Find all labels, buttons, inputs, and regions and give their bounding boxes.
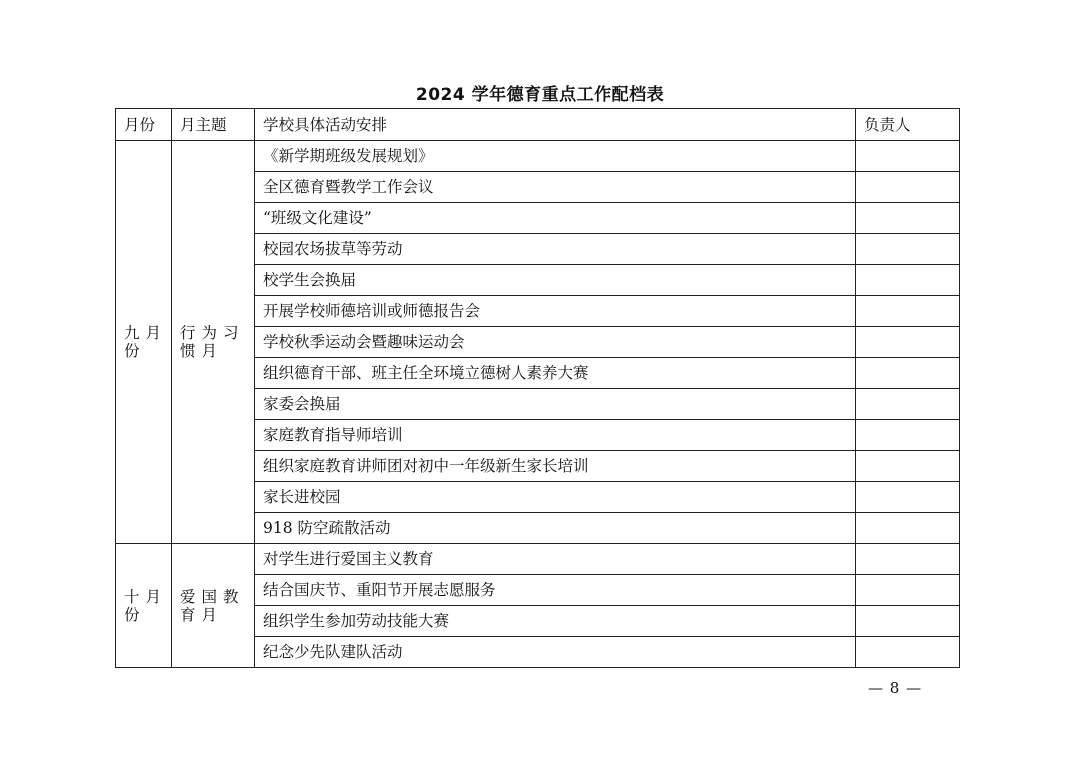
month-label: 九月份 bbox=[124, 324, 168, 360]
owner-cell bbox=[856, 203, 960, 234]
activity-cell: 组织家庭教育讲师团对初中一年级新生家长培训 bbox=[255, 451, 856, 482]
owner-cell bbox=[856, 606, 960, 637]
owner-cell bbox=[856, 482, 960, 513]
header-owner: 负责人 bbox=[856, 109, 960, 141]
owner-cell bbox=[856, 172, 960, 203]
page-number: — 8 — bbox=[868, 679, 923, 697]
activity-cell: 918 防空疏散活动 bbox=[255, 513, 856, 544]
table-header-row bbox=[116, 109, 960, 141]
schedule-table bbox=[115, 108, 960, 668]
header-theme: 月主题 bbox=[172, 109, 255, 141]
activity-cell: 学校秋季运动会暨趣味运动会 bbox=[255, 327, 856, 358]
table-row bbox=[116, 544, 960, 575]
owner-cell bbox=[856, 451, 960, 482]
activity-cell: 全区德育暨教学工作会议 bbox=[255, 172, 856, 203]
owner-cell bbox=[856, 420, 960, 451]
activity-cell: 组织学生参加劳动技能大赛 bbox=[255, 606, 856, 637]
theme-cell bbox=[172, 141, 255, 544]
theme-label: 行为习惯月 bbox=[180, 324, 245, 360]
activity-cell: “班级文化建设” bbox=[255, 203, 856, 234]
table-row bbox=[116, 141, 960, 172]
owner-cell bbox=[856, 513, 960, 544]
activity-cell: 结合国庆节、重阳节开展志愿服务 bbox=[255, 575, 856, 606]
activity-cell: 家长进校园 bbox=[255, 482, 856, 513]
owner-cell bbox=[856, 637, 960, 668]
month-cell bbox=[116, 141, 172, 544]
month-label: 十月份 bbox=[124, 587, 168, 624]
owner-cell bbox=[856, 296, 960, 327]
activity-cell: 《新学期班级发展规划》 bbox=[255, 141, 856, 172]
activity-cell: 纪念少先队建队活动 bbox=[255, 637, 856, 668]
owner-cell bbox=[856, 575, 960, 606]
header-activity: 学校具体活动安排 bbox=[255, 109, 856, 141]
owner-cell bbox=[856, 141, 960, 172]
document-title: 2024 学年德育重点工作配档表 bbox=[415, 85, 665, 105]
header-month: 月份 bbox=[116, 109, 172, 141]
owner-cell bbox=[856, 358, 960, 389]
owner-cell bbox=[856, 234, 960, 265]
activity-cell: 家庭教育指导师培训 bbox=[255, 420, 856, 451]
table-body bbox=[116, 141, 960, 668]
theme-label: 爱国教育月 bbox=[180, 587, 245, 624]
activity-cell: 对学生进行爱国主义教育 bbox=[255, 544, 856, 575]
activity-cell: 组织德育干部、班主任全环境立德树人素养大赛 bbox=[255, 358, 856, 389]
month-cell bbox=[116, 544, 172, 668]
owner-cell bbox=[856, 389, 960, 420]
owner-cell bbox=[856, 327, 960, 358]
owner-cell bbox=[856, 544, 960, 575]
activity-cell: 家委会换届 bbox=[255, 389, 856, 420]
activity-cell: 校园农场拔草等劳动 bbox=[255, 234, 856, 265]
theme-cell bbox=[172, 544, 255, 668]
activity-cell: 开展学校师德培训或师德报告会 bbox=[255, 296, 856, 327]
owner-cell bbox=[856, 265, 960, 296]
activity-cell: 校学生会换届 bbox=[255, 265, 856, 296]
